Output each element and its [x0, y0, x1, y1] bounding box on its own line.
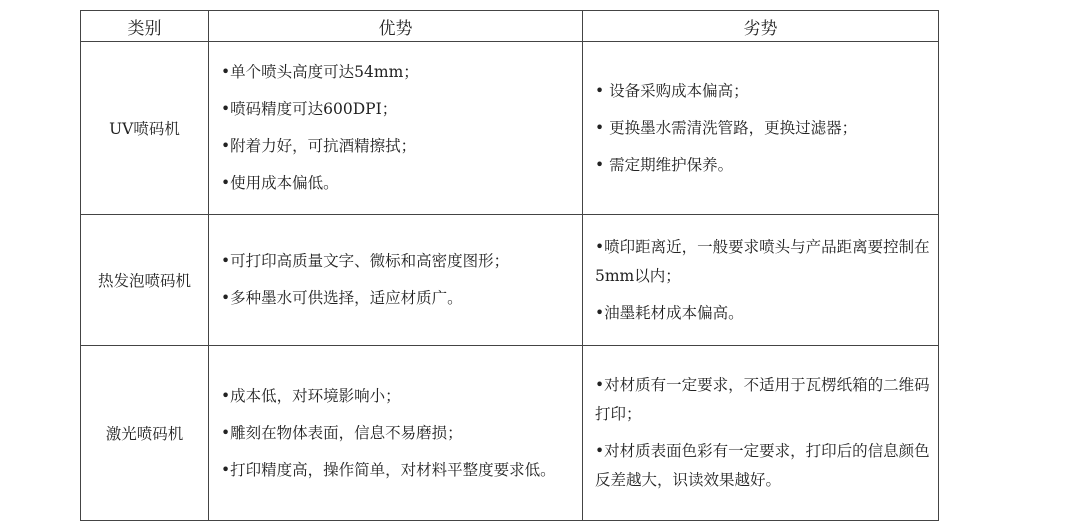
- header-advantages: 优势: [209, 11, 583, 42]
- category-cell: 激光喷码机: [81, 346, 209, 521]
- list-item: •对材质有一定要求，不适用于瓦楞纸箱的二维码打印；: [595, 376, 930, 423]
- list-item: •油墨耗材成本偏高。: [595, 303, 744, 322]
- advantages-cell: [209, 42, 583, 215]
- table-row: [81, 215, 939, 346]
- list-item: •喷印距离近，一般要求喷头与产品距离要控制在5mm以内；: [595, 237, 930, 285]
- disadvantages-cell: [583, 42, 939, 215]
- list-item: •单个喷头高度可达54mm；: [221, 63, 419, 81]
- table-row: [81, 346, 939, 521]
- list-item: • 设备采购成本偏高；: [595, 81, 749, 100]
- list-item: •使用成本偏低。: [221, 174, 339, 192]
- category-cell: UV喷码机: [81, 42, 209, 215]
- list-item: •打印精度高，操作简单，对材料平整度要求低。: [221, 460, 556, 479]
- list-item: •附着力好，可抗酒精擦拭；: [221, 137, 417, 155]
- header-disadvantages: 劣势: [583, 11, 939, 42]
- list-item: •喷码精度可达600DPI；: [221, 100, 398, 118]
- category-cell: 热发泡喷码机: [81, 215, 209, 346]
- header-row: [81, 11, 939, 42]
- comparison-table: [80, 10, 939, 521]
- advantages-cell: [209, 346, 583, 521]
- list-item: •雕刻在物体表面，信息不易磨损；: [221, 423, 463, 442]
- list-item: • 需定期维护保养。: [595, 155, 734, 174]
- advantages-cell: [209, 215, 583, 346]
- list-item: •成本低，对环境影响小；: [221, 386, 401, 405]
- list-item: •可打印高质量文字、微标和高密度图形；: [221, 252, 510, 270]
- disadvantages-cell: [583, 215, 939, 346]
- disadvantages-cell: [583, 346, 939, 521]
- header-category: 类别: [81, 11, 209, 42]
- list-item: •多种墨水可供选择，适应材质广。: [221, 289, 463, 307]
- list-item: • 更换墨水需清洗管路，更换过滤器；: [595, 118, 858, 137]
- list-item: •对材质表面色彩有一定要求，打印后的信息颜色反差越大，识读效果越好。: [595, 442, 930, 489]
- table-row: [81, 42, 939, 215]
